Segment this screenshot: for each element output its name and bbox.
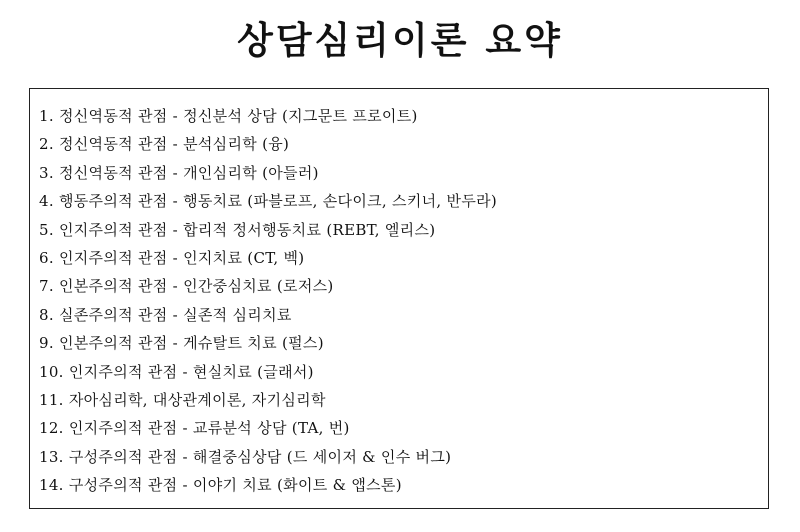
list-item: 9. 인본주의적 관점 - 게슈탈트 치료 (펄스) [39, 334, 324, 353]
list-item: 11. 자아심리학, 대상관계이론, 자기심리학 [39, 391, 326, 410]
list-item: 5. 인지주의적 관점 - 합리적 정서행동치료 (REBT, 엘리스) [39, 220, 436, 239]
list-item: 12. 인지주의적 관점 - 교류분석 상담 (TA, 번) [39, 419, 350, 438]
list-item: 2. 정신역동적 관점 - 분석심리학 (융) [39, 135, 290, 154]
theory-list [39, 102, 497, 500]
list-item: 13. 구성주의적 관점 - 해결중심상담 (드 세이저 & 인수 버그) [39, 447, 452, 466]
list-item: 7. 인본주의적 관점 - 인간중심치료 (로저스) [39, 277, 334, 296]
list-item: 4. 행동주의적 관점 - 행동치료 (파블로프, 손다이크, 스키너, 반두라) [39, 192, 498, 211]
page-title: 상담심리이론 요약 [237, 19, 563, 62]
list-item: 10. 인지주의적 관점 - 현실치료 (글래서) [39, 362, 314, 381]
list-item: 14. 구성주의적 관점 - 이야기 치료 (화이트 & 앱스톤) [39, 476, 402, 495]
list-item: 8. 실존주의적 관점 - 실존적 심리치료 [39, 305, 292, 324]
list-item: 6. 인지주의적 관점 - 인지치료 (CT, 벡) [39, 249, 305, 268]
list-item: 1. 정신역동적 관점 - 정신분석 상담 (지그문트 프로이트) [39, 107, 418, 125]
summary-box [29, 88, 769, 509]
list-item: 3. 정신역동적 관점 - 개인심리학 (아들러) [39, 163, 319, 182]
